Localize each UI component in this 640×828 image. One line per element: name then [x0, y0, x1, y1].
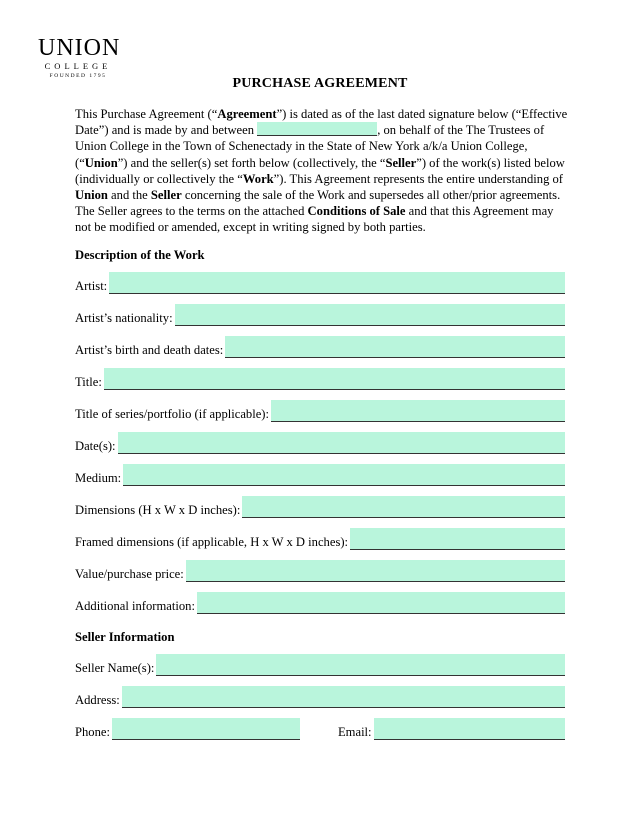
- intro-paragraph: This Purchase Agreement (“Agreement”) is dated as of the last dated signature below (“Effective Date”) and is made by and between , on behalf of the The Trustees of Union College in the Town of Schenectady in the State of New York a/k/a Union College, (“Union”) and the seller(s) set forth below (collectively, the “Seller”) of the work(s) listed below (individually or collectively the “Work”). This Agreement represents the entire understanding of Union and the Seller concerning the sale of the Work and supersedes all other/prior agreements. The Seller agrees to the terms on the attached Conditions of Sale and that this Agreement may not be modified or amended, except in writing signed by both parties.: [75, 107, 568, 235]
- union-college-logo: [38, 35, 121, 80]
- document-title: PURCHASE AGREEMENT: [232, 76, 408, 91]
- work-section-heading: Description of the Work: [75, 248, 205, 262]
- contact-row: [75, 716, 565, 740]
- value-field[interactable]: [186, 560, 565, 582]
- address-label: Address:: [75, 693, 120, 707]
- date-label: Date(s):: [75, 439, 116, 453]
- dimensions-field[interactable]: [242, 496, 565, 518]
- series-label: Title of series/portfolio (if applicable):: [75, 407, 269, 421]
- medium-row: [75, 462, 565, 486]
- dimensions-row: [75, 494, 565, 518]
- additional-info-label: Additional information:: [75, 599, 195, 613]
- phone-label: Phone:: [75, 725, 110, 739]
- buyer-party-field[interactable]: [257, 122, 377, 136]
- address-field[interactable]: [122, 686, 565, 708]
- series-row: [75, 398, 565, 422]
- additional-info-field[interactable]: [197, 592, 565, 614]
- artist-field[interactable]: [109, 272, 565, 294]
- email-field[interactable]: [374, 718, 565, 740]
- title-row: [75, 366, 565, 390]
- logo-founded: FOUNDED 1795: [49, 73, 107, 79]
- framed-dimensions-row: [75, 526, 565, 550]
- artist-label: Artist:: [75, 279, 108, 293]
- dimensions-label: Dimensions (H x W x D inches):: [75, 503, 241, 517]
- medium-field[interactable]: [123, 464, 565, 486]
- series-field[interactable]: [271, 400, 565, 422]
- framed-dimensions-label: Framed dimensions (if applicable, H x W x D inches):: [75, 535, 349, 549]
- title-label: Title:: [75, 375, 102, 389]
- seller-name-field[interactable]: [156, 654, 565, 676]
- seller-name-row: [75, 652, 565, 676]
- address-row: [75, 684, 565, 708]
- date-row: [75, 430, 565, 454]
- artist-row: [75, 270, 565, 294]
- life-dates-row: [75, 334, 565, 358]
- date-field[interactable]: [118, 432, 565, 454]
- phone-field[interactable]: [112, 718, 300, 740]
- additional-info-row: [75, 590, 565, 614]
- logo-subtitle: COLLEGE: [44, 61, 112, 71]
- nationality-field[interactable]: [175, 304, 565, 326]
- seller-name-label: Seller Name(s):: [75, 661, 155, 675]
- life-dates-field[interactable]: [225, 336, 565, 358]
- life-dates-label: Artist’s birth and death dates:: [75, 343, 224, 357]
- nationality-label: Artist’s nationality:: [75, 311, 173, 325]
- seller-section-heading: Seller Information: [75, 630, 175, 644]
- medium-label: Medium:: [75, 471, 122, 485]
- value-label: Value/purchase price:: [75, 567, 184, 581]
- nationality-row: [75, 302, 565, 326]
- email-label: Email:: [337, 725, 372, 739]
- logo-wordmark: UNION: [38, 35, 121, 61]
- value-row: [75, 558, 565, 582]
- framed-dimensions-field[interactable]: [350, 528, 565, 550]
- title-field[interactable]: [104, 368, 565, 390]
